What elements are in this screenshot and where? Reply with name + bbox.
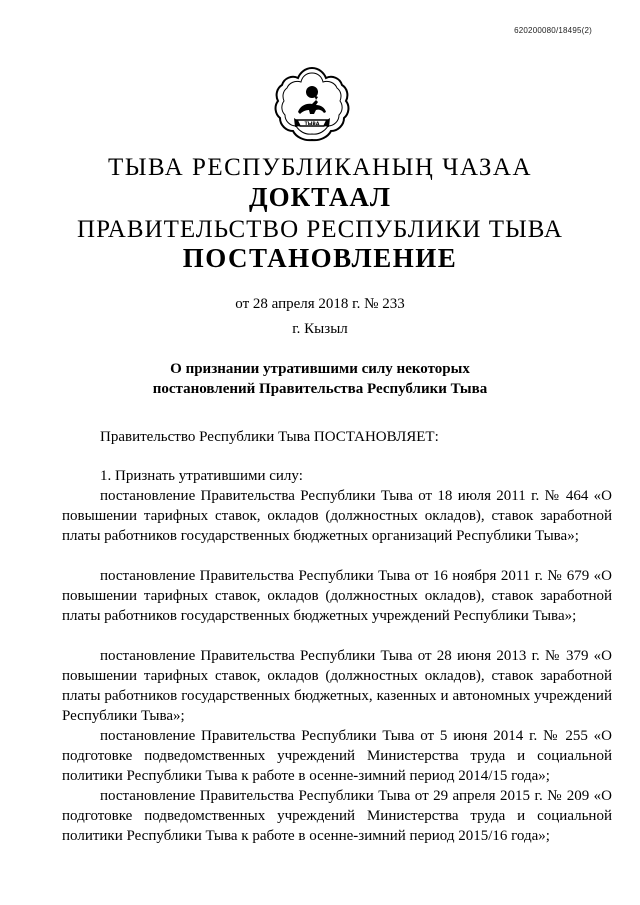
intro-paragraph: Правительство Республики Тыва ПОСТАНОВЛЯЕТ: <box>100 429 439 445</box>
resolution-paragraph: постановление Правительства Республики Тыва от 28 июня 2013 г. № 379 «О повышении тарифных ставок, окладов (должностных окладов), ставок заработной платы работников государственных бюджетных, казенных и автономных учреждений Республики Тыва»; <box>62 648 612 724</box>
document-number: 620200080/18495(2) <box>514 26 592 35</box>
coat-of-arms-icon <box>272 64 352 144</box>
header-doktaal: ДОКТААЛ <box>249 182 391 212</box>
header-postanovlenie: ПОСТАНОВЛЕНИЕ <box>182 243 458 273</box>
document-date: от 28 апреля 2018 г. № 233 <box>235 296 405 312</box>
resolution-paragraph: постановление Правительства Республики Тыва от 29 апреля 2015 г. № 209 «О подготовке подведомственных учреждений Министерства труда и социальной политики Республики Тыва к работе в осенне-зимний период 2015/16 года»; <box>62 788 612 844</box>
header-tyva-government: ТЫВА РЕСПУБЛИКАНЫҢ ЧАЗАА <box>107 154 533 181</box>
item-1: 1. Признать утратившими силу: <box>100 468 303 484</box>
document-city: г. Кызыл <box>292 321 348 337</box>
emblem-ribbon-text: ТЫВА <box>304 122 320 127</box>
title-line-2: постановлений Правительства Республики Тыва <box>152 381 488 397</box>
resolution-paragraph: постановление Правительства Республики Тыва от 18 июля 2011 г. № 464 «О повышении тарифных ставок, окладов (должностных окладов), ставок заработной платы работников государственных бюджетных организаций Республики Тыва»; <box>62 488 612 544</box>
resolution-paragraph: постановление Правительства Республики Тыва от 5 июня 2014 г. № 255 «О подготовке подведомственных учреждений Министерства труда и социальной политики Республики Тыва к работе в осенне-зимний период 2014/15 года»; <box>62 728 612 784</box>
document-title <box>0 359 640 399</box>
title-line-1: О признании утратившими силу некоторых <box>170 361 470 377</box>
header-government-ru: ПРАВИТЕЛЬСТВО РЕСПУБЛИКИ ТЫВА <box>77 216 563 243</box>
resolution-paragraph: постановление Правительства Республики Тыва от 16 ноября 2011 г. № 679 «О повышении тарифных ставок, окладов (должностных окладов), ставок заработной платы работников государственных бюджетных учреждений Республики Тыва»; <box>62 568 612 624</box>
